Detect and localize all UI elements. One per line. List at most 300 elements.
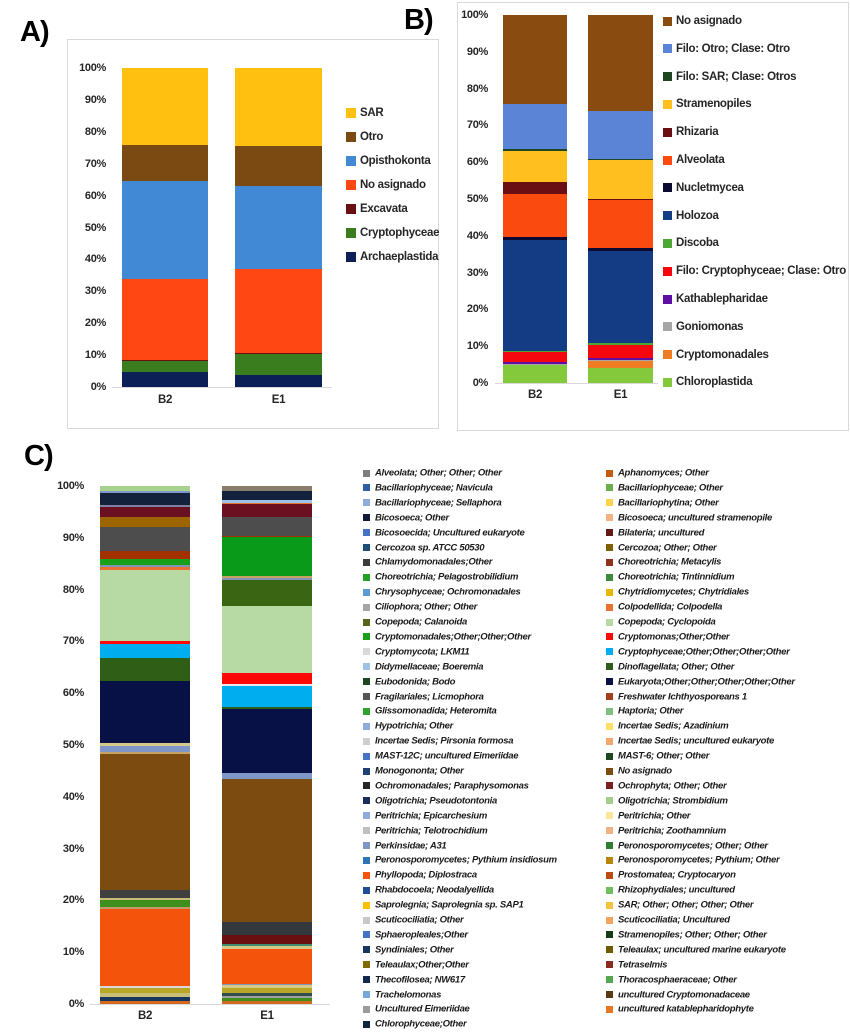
y-tick-label: 90% <box>84 93 106 106</box>
legend-label: Saprolegnia; Saprolegnia sp. SAP1 <box>375 899 524 911</box>
bar-segment-filo-otro-clase-otro <box>503 104 567 149</box>
legend-swatch <box>606 529 613 536</box>
legend-label: Bicosoecida; Uncultured eukaryote <box>375 527 525 539</box>
legend-label: Aphanomyces; Other <box>618 467 709 479</box>
bar-segment <box>222 935 312 944</box>
legend-swatch <box>363 648 370 655</box>
legend-swatch <box>363 931 370 938</box>
legend-label: Oligotrichia; Strombidium <box>618 795 728 807</box>
legend-swatch <box>663 378 672 387</box>
bar-segment-sar <box>122 68 208 145</box>
legend-label: Kathablepharidae <box>676 293 768 305</box>
legend-swatch <box>363 499 370 506</box>
y-tick-label: 100% <box>57 480 84 492</box>
legend-swatch <box>663 44 672 53</box>
bar-segment-otro <box>122 145 208 182</box>
y-tick-label: 20% <box>62 894 84 907</box>
legend-swatch <box>363 663 370 670</box>
legend-swatch <box>363 1006 370 1013</box>
y-tick-label: 70% <box>466 119 488 132</box>
bar-segment <box>222 922 312 935</box>
legend-swatch <box>606 797 613 804</box>
legend-swatch <box>363 604 370 611</box>
legend-label: Phyllopoda; Diplostraca <box>375 869 477 881</box>
legend-swatch <box>606 917 613 924</box>
legend-label: Cryptomonadales;Other;Other;Other <box>375 631 531 643</box>
legend-swatch <box>606 782 613 789</box>
stacked-bar-b2 <box>122 68 208 387</box>
legend-swatch <box>363 529 370 536</box>
legend-swatch <box>363 797 370 804</box>
legend-swatch <box>363 514 370 521</box>
legend-swatch <box>363 946 370 953</box>
legend-label: Didymellaceae; Boeremia <box>375 661 484 673</box>
legend-swatch <box>363 633 370 640</box>
panel-b-label: B) <box>404 4 433 36</box>
legend-label: Stramenopiles; Other; Other; Other <box>618 929 767 941</box>
legend-swatch <box>363 812 370 819</box>
legend-label: Peronosporomycetes; Pythium; Other <box>618 854 780 866</box>
y-tick-label: 40% <box>466 229 488 242</box>
legend-swatch <box>606 842 613 849</box>
legend-swatch <box>363 842 370 849</box>
legend-swatch <box>606 1006 613 1013</box>
y-tick-label: 60% <box>84 189 106 202</box>
legend-swatch <box>606 559 613 566</box>
y-tick-label: 10% <box>62 946 84 959</box>
legend-swatch <box>606 604 613 611</box>
legend-label: Filo: Otro; Clase: Otro <box>676 42 790 55</box>
legend-label: Peronosporomycetes; Pythium insidiosum <box>375 854 557 866</box>
legend-swatch <box>363 619 370 626</box>
bar-segment <box>222 504 312 517</box>
legend-swatch <box>363 544 370 551</box>
legend-swatch <box>606 991 613 998</box>
legend-label: Cercozoa; Other; Other <box>618 542 717 553</box>
legend-label: No asignado <box>360 179 426 191</box>
category-label-e1: E1 <box>613 389 628 401</box>
y-tick-label: 30% <box>466 266 488 279</box>
legend-label: Teleaulax; uncultured marine eukaryote <box>618 944 786 956</box>
legend-label: Nucletmycea <box>676 181 744 194</box>
category-label-e1: E1 <box>271 394 286 406</box>
y-tick-label: 20% <box>466 303 488 316</box>
legend-swatch <box>606 768 613 775</box>
legend-label: Thoracosphaeraceae; Other <box>618 974 737 986</box>
bar-segment <box>100 551 190 559</box>
bar-segment-alveolata <box>588 200 653 247</box>
y-tick-label: 80% <box>84 125 106 138</box>
legend-label: Ochromonadales; Paraphysomonas <box>375 780 529 792</box>
legend-swatch <box>363 768 370 775</box>
bar-segment-dinoflagellata-other-other <box>100 658 190 681</box>
legend-label: Excavata <box>360 203 408 215</box>
y-tick-label: 50% <box>84 221 106 234</box>
legend-label: Cryptomonas;Other;Other <box>618 631 730 643</box>
legend-swatch <box>363 917 370 924</box>
legend-swatch <box>363 857 370 864</box>
y-tick-label: 60% <box>62 687 84 700</box>
legend-swatch <box>606 961 613 968</box>
category-label-b2: B2 <box>137 1010 153 1022</box>
legend-label: Dinoflagellata; Other; Other <box>618 661 735 673</box>
legend-label: Stramenopiles <box>676 98 752 111</box>
legend-label: Choreotrichia; Pelagostrobilidium <box>375 571 519 583</box>
legend-label: Cryptomonadales <box>676 348 769 361</box>
legend-swatch <box>363 574 370 581</box>
panel-a-label: A) <box>20 16 49 48</box>
legend-label: Cryptophyceae <box>360 227 440 239</box>
legend-label: Ciliophora; Other; Other <box>375 601 478 613</box>
legend-label: Otro <box>360 131 384 143</box>
legend-label: SAR <box>360 107 384 119</box>
y-tick-label: 80% <box>62 583 84 596</box>
legend-label: Tetraselmis <box>618 959 668 971</box>
legend-label: Archaeplastida <box>360 251 439 263</box>
bar-segment-cryptomonas-other-other <box>222 673 312 684</box>
legend-swatch <box>606 857 613 864</box>
bar-segment <box>100 527 190 551</box>
legend-label: Goniomonas <box>676 320 744 333</box>
legend-label: Bacillariophyceae; Navicula <box>375 482 493 494</box>
legend-swatch <box>606 589 613 596</box>
legend-swatch <box>606 678 613 685</box>
legend-swatch <box>363 1021 370 1028</box>
bar-segment-phyllopoda-diplostraca <box>222 949 312 984</box>
legend-label: Rhizaria <box>676 126 719 139</box>
legend-label: Syndiniales; Other <box>375 944 454 956</box>
legend-label: Cercozoa sp. ATCC 50530 <box>375 542 485 553</box>
legend-swatch <box>606 827 613 834</box>
legend-label: SAR; Other; Other; Other; Other <box>618 899 754 911</box>
y-tick-label: 10% <box>466 340 488 353</box>
bar-segment-holozoa <box>588 251 653 344</box>
legend-swatch <box>663 350 672 359</box>
legend-label: Cryptomycota; LKM11 <box>375 646 470 658</box>
category-label-b2: B2 <box>157 394 173 406</box>
legend-swatch <box>606 946 613 953</box>
legend-label: Eukaryota;Other;Other;Other;Other;Other <box>618 676 795 688</box>
legend-label: Bilateria; uncultured <box>618 527 705 539</box>
bar-segment-dinoflagellata-other-other <box>222 580 312 606</box>
legend-label: Choreotrichia; Metacylis <box>618 556 722 568</box>
legend-swatch <box>363 976 370 983</box>
legend-label: Rhabdocoela; Neodalyellida <box>375 884 494 896</box>
legend-label: Cryptophyceae;Other;Other;Other;Other <box>618 646 790 658</box>
bar-segment-no-asignado <box>100 754 190 890</box>
bar-segment-eukaryota-other-other-other-other-other <box>222 709 312 771</box>
bar-segment <box>100 493 190 505</box>
panel-c-label: C) <box>24 440 53 472</box>
legend-swatch <box>346 252 356 262</box>
legend-swatch <box>663 322 672 331</box>
bar-segment-no-asignado <box>588 15 653 111</box>
legend-label: Peritrichia; Other <box>618 810 691 822</box>
bar-segment-eukaryota-other-other-other-other-other <box>100 681 190 743</box>
legend-swatch <box>606 738 613 745</box>
bar-segment-stramenopiles <box>588 160 653 198</box>
bar-segment-no-asignado <box>122 279 208 360</box>
legend-swatch <box>363 902 370 909</box>
legend-label: Chloroplastida <box>676 376 753 389</box>
legend-label: Discoba <box>676 237 719 250</box>
legend-swatch <box>606 812 613 819</box>
legend-swatch <box>363 589 370 596</box>
legend-label: Chytridiomycetes; Chytridiales <box>618 586 749 598</box>
bar-segment-sar <box>235 68 322 146</box>
x-axis-line <box>495 383 658 384</box>
legend-label: Chrysophyceae; Ochromonadales <box>375 586 521 598</box>
legend-label: Freshwater Ichthyosporeans 1 <box>618 691 747 702</box>
bar-segment-archaeplastida <box>122 372 208 387</box>
bar-segment-opisthokonta <box>235 186 322 269</box>
bar-segment-copepoda-cyclopoida <box>100 570 190 641</box>
legend-label: Thecofilosea; NW617 <box>375 974 465 986</box>
legend-swatch <box>606 693 613 700</box>
legend-swatch <box>606 544 613 551</box>
legend-swatch <box>346 180 356 190</box>
legend-label: Filo: SAR; Clase: Otros <box>676 70 797 83</box>
legend-label: Bacillariophyceae; Sellaphora <box>375 497 502 509</box>
y-tick-label: 60% <box>466 156 488 169</box>
legend-label: Trachelomonas <box>375 989 442 1000</box>
bar-segment-opisthokonta <box>122 181 208 278</box>
legend-label: uncultured Cryptomonadaceae <box>618 989 750 1000</box>
y-tick-label: 30% <box>62 842 84 855</box>
bar-segment <box>222 1001 312 1004</box>
y-tick-label: 20% <box>84 317 106 330</box>
legend-label: Incertae Sedis; uncultured eukaryote <box>618 735 775 747</box>
bar-segment <box>222 491 312 500</box>
bar-segment-cryptophyceae-other-other-other-other <box>100 644 190 659</box>
legend-swatch <box>606 574 613 581</box>
legend-swatch <box>606 484 613 491</box>
legend-swatch <box>346 228 356 238</box>
bar-segment-cryptophyceae-other-other-other-other <box>222 686 312 707</box>
x-axis-line <box>90 1004 330 1005</box>
legend-swatch <box>606 931 613 938</box>
bar-segment <box>100 1001 190 1004</box>
legend-label: Peritrichia; Telotrochidium <box>375 825 488 837</box>
legend-label: Peronosporomycetes; Other; Other <box>618 840 768 851</box>
legend-label: No asignado <box>618 765 672 777</box>
legend-swatch <box>363 991 370 998</box>
legend-swatch <box>363 559 370 566</box>
legend-label: Scuticociliatia; Other <box>375 914 464 926</box>
legend-label: Glissomonadida; Heteromita <box>375 705 497 717</box>
legend-swatch <box>663 267 672 276</box>
legend-label: Oligotrichia; Pseudotontonia <box>375 795 497 807</box>
bar-segment-choreotrichia-pelagostrobilidium <box>222 537 312 576</box>
y-tick-label: 100% <box>79 62 106 74</box>
legend-label: Opisthokonta <box>360 155 431 167</box>
legend-swatch <box>663 239 672 248</box>
legend-swatch <box>363 738 370 745</box>
bar-segment-copepoda-cyclopoida <box>222 606 312 673</box>
legend-label: Prostomatea; Cryptocaryon <box>618 869 736 881</box>
legend-swatch <box>606 902 613 909</box>
legend-swatch <box>606 976 613 983</box>
legend-swatch <box>346 108 356 118</box>
legend-label: Holozoa <box>676 209 719 222</box>
y-tick-label: 50% <box>466 193 488 205</box>
y-tick-label: 90% <box>62 531 84 544</box>
bar-segment <box>100 746 190 753</box>
legend-swatch <box>663 211 672 220</box>
legend-swatch <box>606 708 613 715</box>
stacked-bar-e1 <box>588 15 653 383</box>
y-tick-label: 70% <box>62 635 84 648</box>
legend-label: Copepoda; Cyclopoida <box>618 616 716 628</box>
y-tick-label: 90% <box>466 45 488 58</box>
legend-swatch <box>346 156 356 166</box>
y-tick-label: 0% <box>90 381 106 393</box>
bar-segment-filo-cryptophyceae-clase-otro <box>588 345 653 358</box>
legend-label: Perkinsidae; A31 <box>375 840 447 851</box>
legend-swatch <box>663 128 672 137</box>
legend-swatch <box>663 72 672 81</box>
bar-segment-archaeplastida <box>235 375 322 387</box>
y-tick-label: 0% <box>68 998 84 1010</box>
legend-swatch <box>363 708 370 715</box>
legend-label: Fragilariales; Licmophora <box>375 691 484 702</box>
legend-label: Eubodonida; Bodo <box>375 676 456 688</box>
legend-swatch <box>606 723 613 730</box>
bar-segment-no-asignado <box>503 15 567 104</box>
category-label-b2: B2 <box>527 389 543 401</box>
bar-segment-stramenopiles <box>503 151 567 182</box>
bar-segment-alveolata <box>503 194 567 237</box>
legend-swatch <box>663 100 672 109</box>
legend-swatch <box>663 183 672 192</box>
bar-segment-no-asignado <box>235 269 322 353</box>
legend-label: Monogononta; Other <box>375 765 464 777</box>
legend-swatch <box>663 17 672 26</box>
legend-swatch <box>363 887 370 894</box>
bar-segment-cryptomonadales <box>588 361 653 368</box>
stacked-bar-b2 <box>503 15 567 383</box>
x-axis-line <box>112 387 332 388</box>
legend-label: Ochrophyta; Other; Other <box>618 780 727 792</box>
legend-label: MAST-12C; uncultured Eimeriidae <box>375 750 519 762</box>
legend-label: Bicosoeca; Other <box>375 512 449 524</box>
bar-segment-chloroplastida <box>503 365 567 383</box>
legend-swatch <box>363 827 370 834</box>
legend-swatch <box>363 484 370 491</box>
legend-swatch <box>606 499 613 506</box>
legend-label: Chlorophyceae;Other <box>375 1018 467 1030</box>
legend-swatch <box>606 470 613 477</box>
y-tick-label: 0% <box>472 377 488 389</box>
legend-label: Teleaulax;Other;Other <box>375 959 469 971</box>
bar-segment <box>100 517 190 527</box>
legend-label: Colpodellida; Colpodella <box>618 601 723 613</box>
legend-label: Bacillariophytina; Other <box>618 497 719 509</box>
stacked-bar-e1 <box>222 486 312 1004</box>
legend-label: Haptoria; Other <box>618 705 684 717</box>
legend-label: Bacillariophyceae; Other <box>618 482 723 494</box>
bar-segment <box>100 890 190 898</box>
legend-label: Hypotrichia; Other <box>375 720 453 732</box>
legend-swatch <box>606 663 613 670</box>
legend-label: Chlamydomonadales;Other <box>375 556 493 568</box>
y-tick-label: 40% <box>84 253 106 266</box>
bar-segment <box>222 517 312 536</box>
legend-swatch <box>606 514 613 521</box>
legend-label: Alveolata; Other; Other; Other <box>375 467 502 479</box>
legend-label: Bicosoeca; uncultured stramenopile <box>618 512 772 524</box>
legend-label: No asignado <box>676 15 742 27</box>
legend-label: uncultured katablepharidophyte <box>618 1003 754 1015</box>
bar-segment <box>100 507 190 517</box>
y-tick-label: 70% <box>84 157 106 170</box>
legend-swatch <box>663 156 672 165</box>
legend-swatch <box>606 633 613 640</box>
legend-label: Choreotrichia; Tintinnidium <box>618 571 735 583</box>
legend-label: Sphaeropleales;Other <box>375 929 468 941</box>
legend-label: Uncultured Eimeriidae <box>375 1003 470 1015</box>
legend-label: Copepoda; Calanoida <box>375 616 467 628</box>
legend-swatch <box>663 295 672 304</box>
legend-swatch <box>606 887 613 894</box>
legend-swatch <box>606 619 613 626</box>
legend-label: Rhizophydiales; uncultured <box>618 884 735 896</box>
legend-swatch <box>363 872 370 879</box>
legend-swatch <box>363 470 370 477</box>
legend-label: MAST-6; Other; Other <box>618 750 710 762</box>
legend-swatch <box>606 872 613 879</box>
legend-swatch <box>606 753 613 760</box>
legend-label: Filo: Cryptophyceae; Clase: Otro <box>676 265 846 278</box>
y-tick-label: 10% <box>84 349 106 362</box>
legend-label: Alveolata <box>676 154 725 166</box>
y-tick-label: 40% <box>62 790 84 803</box>
stacked-bar-e1 <box>235 68 322 387</box>
legend-swatch <box>363 678 370 685</box>
legend-label: Peritrichia; Zoothamnium <box>618 825 726 837</box>
legend-swatch <box>363 723 370 730</box>
stacked-bar-b2 <box>100 486 190 1004</box>
legend-swatch <box>363 782 370 789</box>
legend-swatch <box>346 204 356 214</box>
bar-segment-no-asignado <box>222 779 312 921</box>
legend-label: Incertae Sedis; Pirsonia formosa <box>375 735 514 747</box>
legend-swatch <box>363 753 370 760</box>
legend-swatch <box>606 648 613 655</box>
y-tick-label: 50% <box>62 739 84 751</box>
legend-label: Scuticociliatia; Uncultured <box>618 914 730 926</box>
legend-swatch <box>346 132 356 142</box>
bar-segment-filo-cryptophyceae-clase-otro <box>503 352 567 362</box>
bar-segment-glissomonadida-heteromita <box>100 900 190 907</box>
bar-segment-filo-otro-clase-otro <box>588 111 653 160</box>
legend-label: Peritrichia; Epicarchesium <box>375 810 488 822</box>
y-tick-label: 100% <box>461 9 488 21</box>
y-tick-label: 80% <box>466 82 488 95</box>
bar-segment-cryptophyceae <box>235 354 322 375</box>
bar-segment-cryptophyceae <box>122 361 208 372</box>
bar-segment-phyllopoda-diplostraca <box>100 909 190 986</box>
bar-segment-holozoa <box>503 240 567 351</box>
bar-segment-otro <box>235 146 322 186</box>
category-label-e1: E1 <box>260 1010 274 1022</box>
legend-swatch <box>363 961 370 968</box>
legend-swatch <box>363 693 370 700</box>
bar-segment-chloroplastida <box>588 368 653 383</box>
legend-label: Incertae Sedis; Azadinium <box>618 720 729 732</box>
y-tick-label: 30% <box>84 285 106 298</box>
bar-segment-rhizaria <box>503 182 567 194</box>
